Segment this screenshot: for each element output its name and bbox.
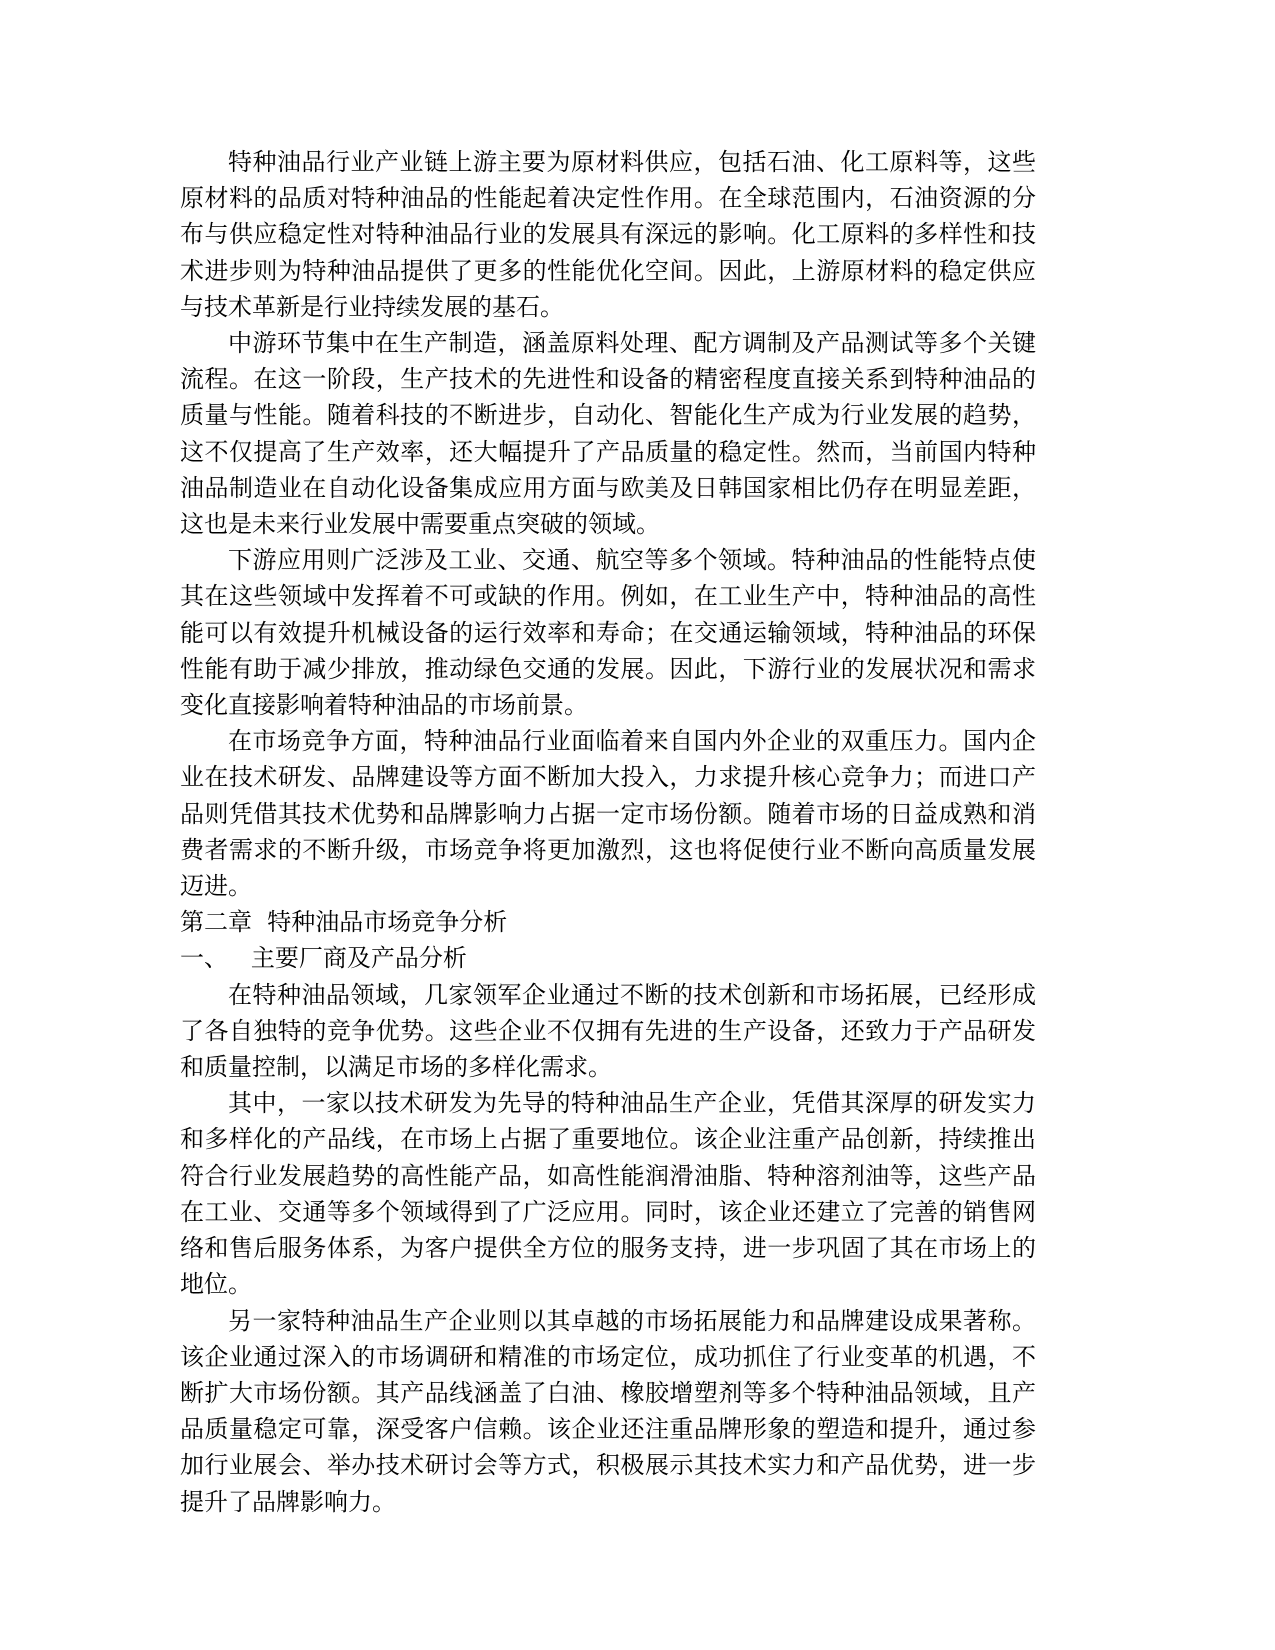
paragraph-midstream: 中游环节集中在生产制造，涵盖原料处理、配方调制及产品测试等多个关键流程。在这一阶段，生产技术的先进性和设备的精密程度直接关系到特种油品的质量与性能。随着科技的不断进步，自动化、智能化生产成为行业发展的趋势，这不仅提高了生产效率，还大幅提升了产品质量的稳定性。然而，当前国内特种油品制造业在自动化设备集成应用方面与欧美及日韩国家相比仍存在明显差距，这也是未来行业发展中需要重点突破的领域。 xyxy=(180,329,1036,539)
paragraph-competition: 在市场竞争方面，特种油品行业面临着来自国内外企业的双重压力。国内企业在技术研发、品牌建设等方面不断加大投入，力求提升核心竞争力；而进口产品则凭借其技术优势和品牌影响力占据一定市场份额。随着市场的日益成熟和消费者需求的不断升级，市场竞争将更加激烈，这也将促使行业不断向高质量发展迈进。 xyxy=(180,727,1036,901)
paragraph-leading-firms: 在特种油品领域，几家领军企业通过不断的技术创新和市场拓展，已经形成了各自独特的竞争优势。这些企业不仅拥有先进的生产设备，还致力于产品研发和质量控制，以满足市场的多样化需求。 xyxy=(180,980,1036,1082)
paragraph-firm-one: 其中，一家以技术研发为先导的特种油品生产企业，凭借其深厚的研发实力和多样化的产品线，在市场上占据了重要地位。该企业注重产品创新，持续推出符合行业发展趋势的高性能产品，如高性能润滑油脂、特种溶剂油等，这些产品在工业、交通等多个领域得到了广泛应用。同时，该企业还建立了完善的销售网络和售后服务体系，为客户提供全方位的服务支持，进一步巩固了其在市场上的地位。 xyxy=(180,1089,1036,1299)
paragraph-downstream: 下游应用则广泛涉及工业、交通、航空等多个领域。特种油品的性能特点使其在这些领域中发挥着不可或缺的作用。例如，在工业生产中，特种油品的高性能可以有效提升机械设备的运行效率和寿命；在交通运输领域，特种油品的环保性能有助于减少排放，推动绿色交通的发展。因此，下游行业的发展状况和需求变化直接影响着特种油品的市场前景。 xyxy=(180,546,1036,720)
document-page xyxy=(180,144,1036,1520)
paragraph-upstream: 特种油品行业产业链上游主要为原材料供应，包括石油、化工原料等，这些原材料的品质对特种油品的性能起着决定性作用。在全球范围内，石油资源的分布与供应稳定性对特种油品行业的发展具有深远的影响。化工原料的多样性和技术进步则为特种油品提供了更多的性能优化空间。因此，上游原材料的稳定供应与技术革新是行业持续发展的基石。 xyxy=(180,148,1036,321)
section-heading: 一、 主要厂商及产品分析 xyxy=(180,944,467,973)
chapter-heading: 第二章 特种油品市场竞争分析 xyxy=(180,908,508,937)
paragraph-firm-two: 另一家特种油品生产企业则以其卓越的市场拓展能力和品牌建设成果著称。该企业通过深入的市场调研和精准的市场定位，成功抓住了行业变革的机遇，不断扩大市场份额。其产品线涵盖了白油、橡胶增塑剂等多个特种油品领域，且产品质量稳定可靠，深受客户信赖。该企业还注重品牌形象的塑造和提升，通过参加行业展会、举办技术研讨会等方式，积极展示其技术实力和产品优势，进一步提升了品牌影响力。 xyxy=(180,1306,1036,1516)
